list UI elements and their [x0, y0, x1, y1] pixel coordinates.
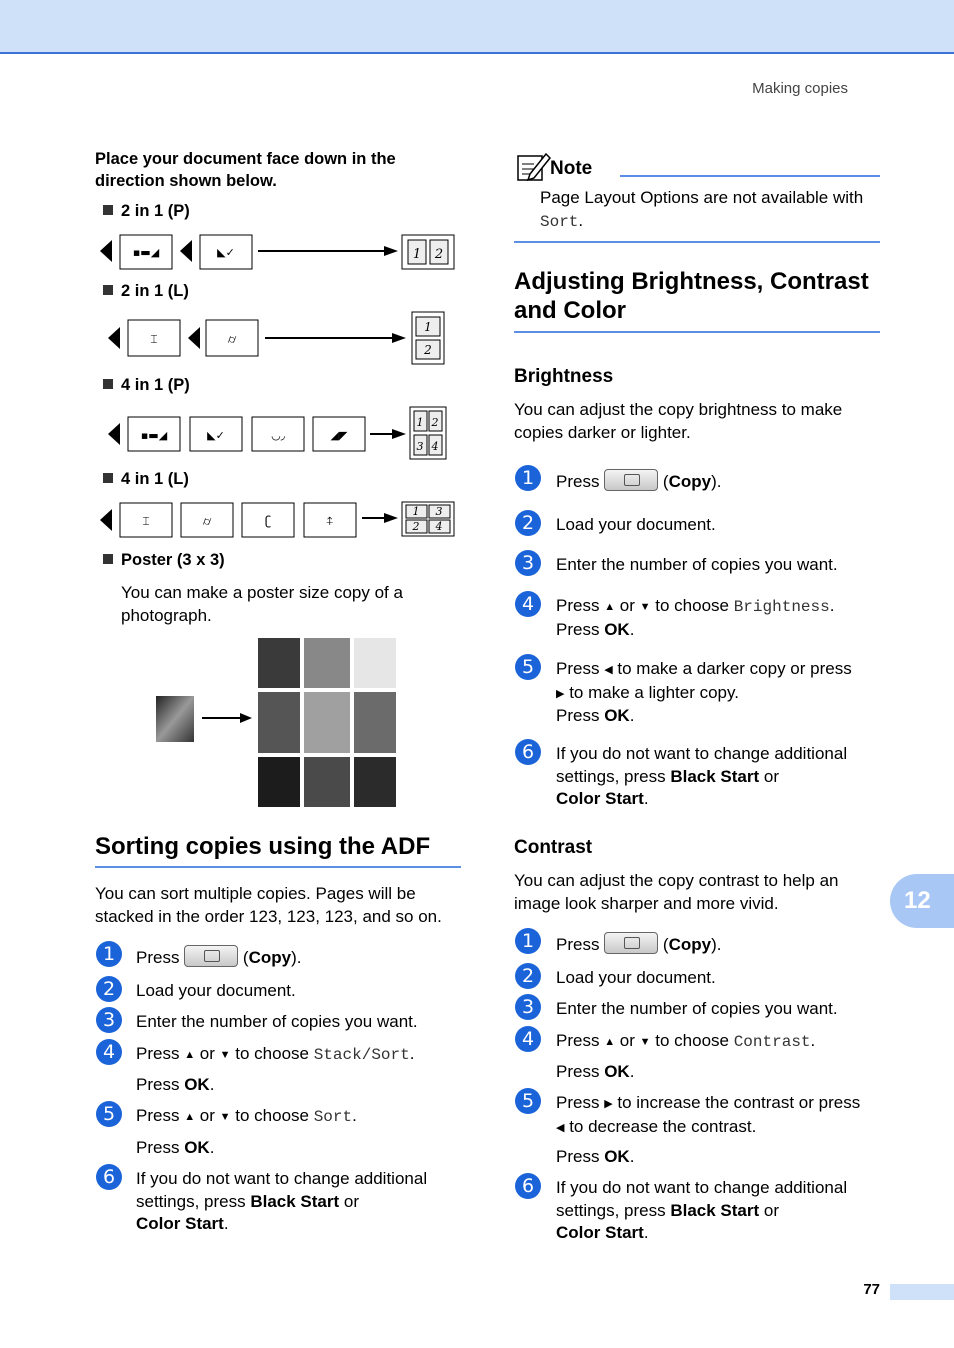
sorting-title-rule: [95, 866, 461, 868]
brightness-heading: Brightness: [514, 366, 614, 387]
left-arrow-icon: ◀: [556, 1121, 565, 1134]
svg-text:⌶: ⌶: [142, 514, 150, 528]
down-arrow-icon: ▼: [219, 1111, 231, 1123]
sorting-title: Sorting copies using the ADF: [95, 833, 431, 860]
bright-step-4-number: 4: [515, 591, 541, 617]
result-page-1: 1: [424, 320, 432, 334]
result-page-2: 2: [434, 247, 444, 262]
contrast-step-4-number: 4: [515, 1026, 541, 1052]
diagram-4in1l: [100, 500, 456, 545]
layout-label-2in1l: 2 in 1 (L): [103, 282, 189, 301]
result-page-1: 1: [412, 247, 422, 262]
poster-illustration: [156, 638, 401, 815]
left-arrow-icon: ◀: [604, 664, 613, 676]
adjusting-title: Adjusting Brightness, Contrast and Color: [514, 268, 869, 324]
bright-step-4: Press ▲ or ▼ to choose Brightness. Press OK.: [556, 596, 835, 639]
contrast-step-5-press-ok: Press OK.: [556, 1147, 635, 1166]
contrast-step-4: Press ▲ or ▼ to choose Contrast.: [556, 1031, 816, 1051]
contrast-step-2: Load your document.: [556, 968, 716, 987]
footer-bar: [890, 1284, 954, 1300]
sort-step-2: Load your document.: [136, 981, 296, 1000]
sort-step-5: Press ▲ or ▼ to choose Sort.: [136, 1106, 357, 1126]
svg-text:◣✓: ◣✓: [217, 246, 235, 259]
up-arrow-icon: ▲: [184, 1049, 196, 1061]
bright-step-1: Press (Copy).: [556, 469, 721, 494]
layout-label-4in1p: 4 in 1 (P): [103, 376, 190, 395]
poster-description: You can make a poster size copy of a photograph.: [121, 583, 403, 625]
contrast-step-2-number: 2: [515, 963, 541, 989]
svg-text:⌶: ⌶: [150, 332, 158, 346]
result-page-3: 3: [435, 505, 443, 518]
svg-text:⌭: ⌭: [227, 332, 237, 346]
sort-step-4: Press ▲ or ▼ to choose Stack/Sort.: [136, 1044, 415, 1064]
layout-label-4in1l: 4 in 1 (L): [103, 470, 189, 489]
layout-label-2in1p: 2 in 1 (P): [103, 202, 190, 221]
bright-step-3-number: 3: [515, 550, 541, 576]
svg-text:▪▬◢: ▪▬◢: [132, 246, 160, 259]
contrast-step-5: Press ▶ to increase the contrast or press ◀ to decrease the contrast.: [556, 1093, 861, 1136]
result-page-2: 2: [431, 416, 439, 429]
diagram-4in1p: [108, 407, 453, 466]
note-text: Page Layout Options are not available with Sort.: [540, 188, 864, 231]
bright-step-3: Enter the number of copies you want.: [556, 555, 838, 574]
sort-step-5-press-ok: Press OK.: [136, 1138, 215, 1157]
result-page-1: 1: [416, 416, 424, 429]
sort-step-4-number: 4: [96, 1039, 122, 1065]
running-header: Making copies: [752, 80, 848, 97]
svg-text:⌭: ⌭: [202, 514, 212, 528]
result-page-1: 1: [412, 505, 420, 518]
result-page-4: 4: [431, 440, 439, 453]
up-arrow-icon: ▲: [604, 1036, 616, 1048]
header-band: [0, 0, 954, 54]
result-page-3: 3: [416, 440, 424, 453]
down-arrow-icon: ▼: [219, 1049, 231, 1061]
bright-step-1-number: 1: [515, 465, 541, 491]
contrast-step-6-number: 6: [515, 1173, 541, 1199]
sort-step-4-press-ok: Press OK.: [136, 1075, 215, 1094]
diagram-2in1l: [108, 312, 448, 373]
svg-text:◢◤: ◢◤: [330, 429, 348, 442]
result-page-2: 2: [424, 343, 432, 357]
svg-text:ʗ: ʗ: [264, 514, 272, 528]
sort-step-2-number: 2: [96, 976, 122, 1002]
note-bottom-rule: [514, 241, 880, 243]
svg-text:▪▬◢: ▪▬◢: [140, 429, 168, 442]
svg-text:⍏: ⍏: [326, 514, 334, 528]
note-pencil-icon: [516, 152, 550, 189]
copy-key-icon: [604, 469, 658, 491]
contrast-step-4-press-ok: Press OK.: [556, 1062, 635, 1081]
bright-step-2-number: 2: [515, 510, 541, 536]
chapter-tab: 12: [890, 874, 954, 928]
sort-step-6: If you do not want to change additional settings, press Black Start or Color Start.: [136, 1169, 428, 1233]
down-arrow-icon: ▼: [639, 1036, 651, 1048]
contrast-step-3: Enter the number of copies you want.: [556, 999, 838, 1018]
adjusting-title-rule: [514, 331, 880, 333]
bright-step-6: If you do not want to change additional settings, press Black Start or Color Start.: [556, 744, 848, 808]
page-number: 77: [863, 1281, 880, 1298]
contrast-step-1: Press (Copy).: [556, 932, 721, 957]
contrast-step-6: If you do not want to change additional settings, press Black Start or Color Start.: [556, 1178, 848, 1242]
right-arrow-icon: ▶: [604, 1098, 613, 1110]
sort-step-5-number: 5: [96, 1101, 122, 1127]
note-title: Note: [550, 158, 593, 179]
contrast-step-1-number: 1: [515, 928, 541, 954]
up-arrow-icon: ▲: [604, 601, 616, 613]
contrast-step-5-number: 5: [515, 1088, 541, 1114]
intro-instruction: Place your document face down in the direction shown below.: [95, 150, 396, 190]
brightness-intro: You can adjust the copy brightness to make copies darker or lighter.: [514, 400, 843, 442]
sort-step-3-number: 3: [96, 1007, 122, 1033]
bright-step-2: Load your document.: [556, 515, 716, 534]
diagram-2in1p: [100, 232, 460, 277]
result-page-2: 2: [412, 520, 420, 533]
svg-text:◣✓: ◣✓: [207, 429, 225, 442]
sorting-intro: You can sort multiple copies. Pages will be stacked in the order 123, 123, 123, and so on.: [95, 884, 442, 926]
sort-step-6-number: 6: [96, 1164, 122, 1190]
right-arrow-icon: ▶: [556, 687, 565, 700]
sort-step-3: Enter the number of copies you want.: [136, 1012, 418, 1031]
down-arrow-icon: ▼: [639, 601, 651, 613]
layout-label-poster: Poster (3 x 3): [103, 551, 225, 570]
copy-key-icon: [604, 932, 658, 954]
contrast-intro: You can adjust the copy contrast to help an image look sharper and more vivid.: [514, 871, 839, 913]
svg-text:◡◞: ◡◞: [271, 429, 285, 442]
sort-step-1: Press (Copy).: [136, 945, 301, 970]
bright-step-6-number: 6: [515, 739, 541, 765]
up-arrow-icon: ▲: [184, 1111, 196, 1123]
copy-key-icon: [184, 945, 238, 967]
bright-step-5-number: 5: [515, 654, 541, 680]
result-page-4: 4: [435, 520, 443, 533]
contrast-heading: Contrast: [514, 837, 593, 858]
contrast-step-3-number: 3: [515, 994, 541, 1020]
sort-step-1-number: 1: [96, 941, 122, 967]
bright-step-5: Press ◀ to make a darker copy or press ▶ to make a lighter copy. Press OK.: [556, 659, 852, 725]
note-top-rule: [620, 175, 880, 177]
